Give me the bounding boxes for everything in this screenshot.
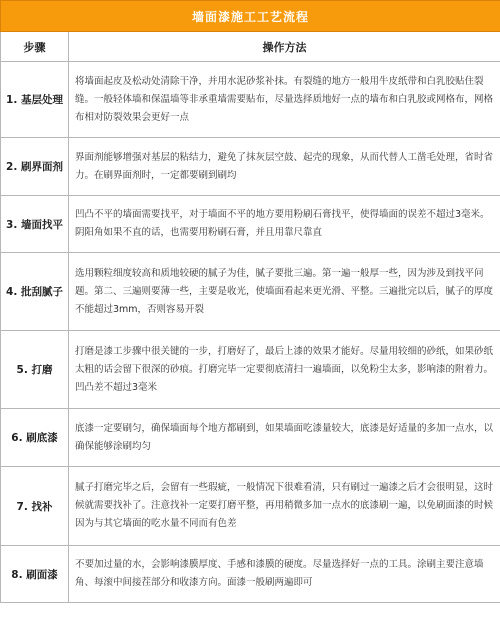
table-row	[1, 62, 500, 138]
table-row	[1, 253, 500, 331]
table-row	[1, 331, 500, 409]
step-label: 8. 刷面漆	[1, 546, 69, 603]
step-description: 打磨是漆工步骤中很关键的一步，打磨好了，最后上漆的效果才能好。尽量用较细的砂纸，如果砂纸太粗的话会留下很深的砂痕。打磨完毕一定要彻底清扫一遍墙面，以免粉尘太多，影响漆的附着力。凹凸差不超过3毫米	[69, 331, 500, 409]
step-description: 底漆一定要刷匀，确保墙面每个地方都刷到，如果墙面吃漆量较大，底漆是好适量的多加一点水，以确保能够涂刷均匀	[69, 409, 500, 467]
step-label: 3. 墙面找平	[1, 196, 69, 253]
step-label: 6. 刷底漆	[1, 409, 69, 467]
step-description: 将墙面起皮及松动处清除干净，并用水泥砂浆补抹。有裂缝的地方一般用牛皮纸带和白乳胶贴住裂缝。一般轻体墙和保温墙等非承重墙需要贴布，尽量选择质地好一点的墙布和白乳胶或网格布，网格布相对防裂效果会更好一点	[69, 62, 500, 138]
step-description: 腻子打磨完毕之后，会留有一些瑕疵，一般情况下很难看清，只有刷过一遍漆之后才会很明显，这时候就需要找补了。注意找补一定要打磨平整，再用稍微多加一点水的底漆刷一遍，以免刷面漆的时候因为与其它墙面的吃水量不同而有色差	[69, 467, 500, 546]
step-description: 选用颗粒细度较高和质地较硬的腻子为佳，腻子要批三遍。第一遍一般厚一些，因为涉及到找平问题。第二、三遍则要薄一些，主要是收光，使墙面看起来更光滑、平整。三遍批完以后，腻子的厚度不能超过3mm，否则容易开裂	[69, 253, 500, 331]
table-row	[1, 546, 500, 603]
table-row	[1, 409, 500, 467]
step-label: 7. 找补	[1, 467, 69, 546]
column-header-method: 操作方法	[69, 32, 500, 62]
column-header-step: 步骤	[1, 32, 69, 62]
step-description: 凹凸不平的墙面需要找平，对于墙面不平的地方要用粉刷石膏找平，使得墙面的误差不超过3毫米。阴阳角如果不直的话，也需要用粉刷石膏，并且用靠尺靠直	[69, 196, 500, 253]
step-description: 不要加过量的水，会影响漆膜厚度、手感和漆膜的硬度。尽量选择好一点的工具。涂刷主要注意墙角、每滚中间接茬部分和收漆方向。面漆一般刷两遍即可	[69, 546, 500, 603]
step-label: 5. 打磨	[1, 331, 69, 409]
table-row	[1, 196, 500, 253]
step-description: 界面剂能够增强对基层的粘结力，避免了抹灰层空鼓、起壳的现象，从而代替人工凿毛处理，省时省力。在刷界面剂时，一定都要刷到刷均	[69, 138, 500, 196]
step-label: 1. 基层处理	[1, 62, 69, 138]
table-row	[1, 467, 500, 546]
table-row	[1, 138, 500, 196]
step-label: 2. 刷界面剂	[1, 138, 69, 196]
header-row	[1, 32, 500, 62]
step-label: 4. 批刮腻子	[1, 253, 69, 331]
title-row	[1, 1, 500, 32]
document-title: 墙面漆施工工艺流程	[1, 1, 500, 32]
